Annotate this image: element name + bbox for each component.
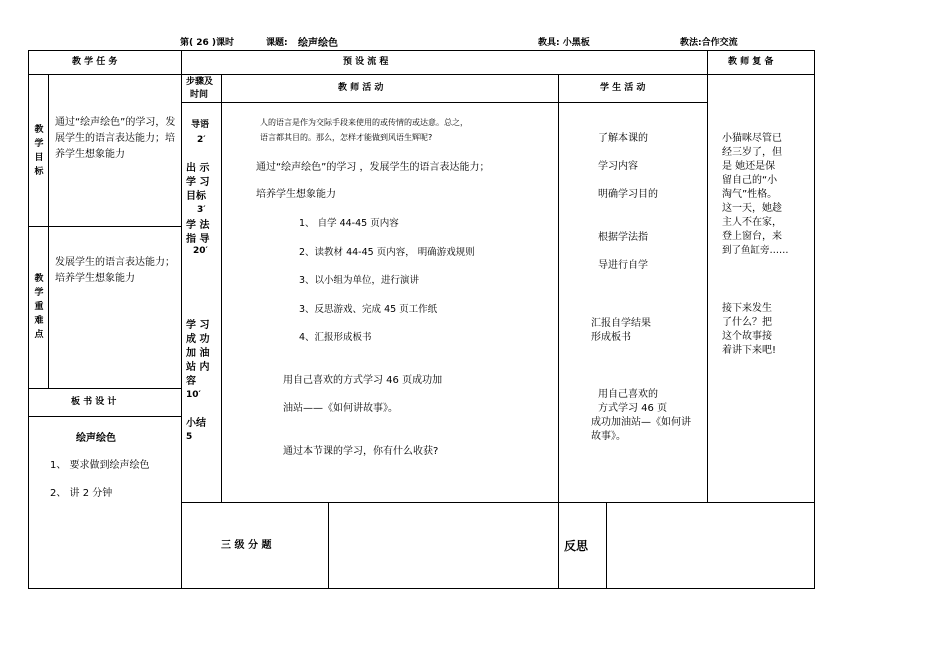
student-activity-4: 根据学法指: [598, 232, 648, 243]
teacher-intro-line-1: 人的语言是作为交际手段来使用的或传情的或达意。总之，: [260, 118, 468, 127]
review-line: 登上窗台，来: [722, 231, 782, 242]
student-activity-6: 汇报自学结果: [591, 318, 651, 329]
teacher-goal-line-2: 培养学生想象能力: [256, 189, 336, 200]
col-header-steps: 步骤及: [186, 77, 214, 87]
teacher-station-line-2: 油站——《如何讲故事》。: [283, 403, 398, 414]
grid-line: [181, 102, 708, 103]
teaching-method: 教法:合作交流: [680, 38, 738, 48]
grid-line: [28, 74, 814, 75]
grid-line: [28, 226, 181, 227]
student-activity-1: 了解本课的: [598, 133, 648, 144]
step-method-time: 20′: [193, 246, 208, 256]
review-line: 是 她还是保: [722, 161, 776, 172]
review-line: 经三岁了，但: [722, 147, 782, 158]
grid-line: [28, 50, 29, 589]
board-design-label: 板 书 设 计: [71, 397, 117, 407]
teacher-goal-line-1: 通过“绘声绘色”的学习 ，发展学生的语言表达能力；: [256, 162, 490, 173]
grid-line: [328, 502, 329, 589]
student-activity-11: 故事》。: [591, 431, 626, 442]
col-header-flow: 预 设 流 程: [343, 57, 389, 67]
student-activity-8: 用自己喜欢的: [598, 389, 658, 400]
review-line: 了什么？把: [722, 317, 772, 328]
col-header-student: 学 生 活 动: [600, 83, 646, 93]
grid-line: [221, 74, 222, 502]
grid-line: [181, 50, 182, 589]
step-goals-name: 出 示学 习目标: [186, 163, 210, 202]
step-intro-time: 2′: [197, 135, 206, 145]
step-station-name: 学 习成 功加 油站 内容: [186, 320, 210, 387]
step-station-time: 10′: [186, 390, 201, 400]
step-goals-time: 3′: [197, 205, 206, 215]
col-header-review: 教 师 复 备: [728, 57, 774, 67]
step-intro-name: 导语: [191, 120, 210, 130]
col-header-task: 教 学 任 务: [72, 57, 118, 67]
teacher-summary: 通过本节课的学习，你有什么收获?: [283, 446, 439, 457]
grid-line: [707, 50, 708, 502]
three-level-questions: 三 级 分 题: [221, 540, 272, 551]
grid-line: [814, 50, 815, 589]
lesson-number: 第( 26 )课时: [180, 38, 235, 48]
review-line: 着讲下来吧!: [722, 345, 777, 356]
focus-text: 发展学生的语言表达能力；培养学生想象能力: [55, 257, 175, 284]
goal-label: 教学目标: [34, 125, 44, 177]
topic-label: 课题:: [266, 38, 288, 48]
review-line: 淘气”性格。: [722, 189, 778, 200]
student-activity-10: 成功加油站—《如何讲: [591, 417, 691, 428]
teaching-tools: 教具: 小黑板: [538, 38, 590, 48]
board-item-1: 1、 要求做到绘声绘色: [50, 460, 150, 471]
grid-line: [28, 588, 814, 589]
grid-line: [606, 502, 607, 589]
grid-line: [48, 74, 49, 388]
step-method-name: 学 法指 导: [186, 220, 210, 245]
method-item-2: 2、读教材 44-45 页内容， 明确游戏规则: [299, 247, 475, 258]
grid-line: [181, 502, 814, 503]
grid-line: [28, 416, 181, 417]
review-line: 小猫咪尽管已: [722, 133, 782, 144]
student-activity-9: 方式学习 46 页: [598, 403, 668, 414]
col-header-teacher: 教 师 活 动: [338, 83, 384, 93]
goal-text: 通过“绘声绘色”的学习，发展学生的语言表达能力；培养学生想象能力: [55, 117, 176, 160]
review-line: 到了鱼缸旁……: [722, 245, 789, 256]
method-item-5: 4、汇报形成板书: [299, 332, 372, 343]
teacher-intro-line-2: 语言都其目的。那么，怎样才能做到风语生辉呢?: [260, 133, 433, 142]
topic-title: 绘声绘色: [298, 38, 338, 49]
board-item-2: 2、 讲 2 分钟: [50, 488, 113, 499]
student-activity-2: 学习内容: [598, 161, 638, 172]
reflection-label: 反思: [564, 539, 589, 553]
grid-line: [28, 50, 814, 51]
student-activity-7: 形成板书: [591, 332, 631, 343]
grid-line: [558, 74, 559, 589]
grid-line: [28, 388, 181, 389]
review-line: 这个故事接: [722, 331, 772, 342]
method-item-4: 3、反思游戏、完成 45 页工作纸: [299, 304, 438, 315]
review-line: 主人不在家，: [722, 217, 782, 228]
method-item-1: 1、 自学 44-45 页内容: [299, 218, 399, 229]
step-summary-time: 5: [186, 432, 193, 442]
focus-label: 教学重难点: [34, 274, 44, 340]
review-line: 这一天，她趁: [722, 203, 782, 214]
teacher-station-line-1: 用自己喜欢的方式学习 46 页成功加: [283, 375, 443, 386]
student-activity-5: 导进行自学: [598, 260, 648, 271]
step-summary-name: 小结: [186, 418, 206, 429]
method-item-3: 3、以小组为单位，进行演讲: [299, 275, 420, 286]
col-header-time: 时间: [190, 90, 209, 100]
board-title: 绘声绘色: [76, 433, 116, 444]
student-activity-3: 明确学习目的: [598, 189, 658, 200]
review-line: 留自己的“小: [722, 175, 778, 186]
review-line: 接下来发生: [722, 303, 772, 314]
